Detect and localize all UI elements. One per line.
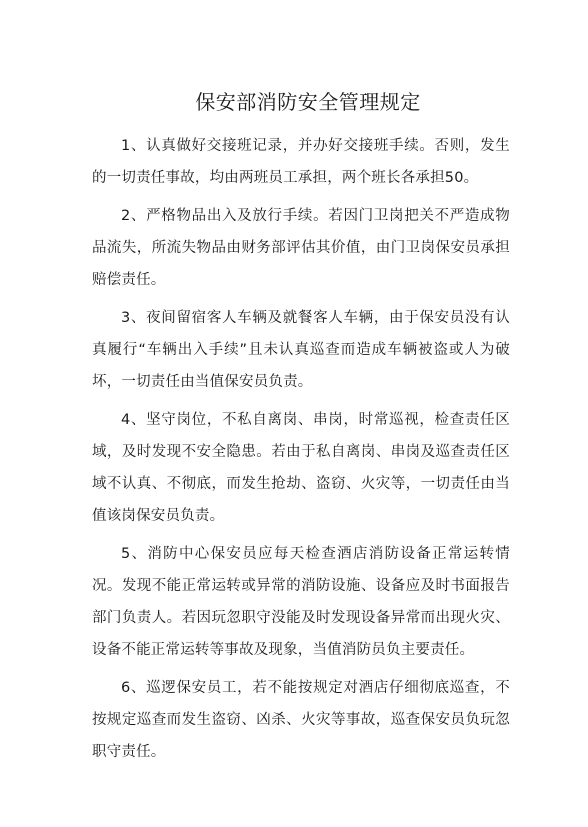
clause-2: 2、严格物品出入及放行手续。若因门卫岗把关不严造成物品流失，所流失物品由财务部评估其价值，由门卫岗保安员承担赔偿责任。	[92, 208, 510, 288]
document-title: 保安部消防安全管理规定	[195, 90, 421, 114]
clause-1: 1、认真做好交接班记录，并办好交接班手续。否则，发生的一切责任事故，均由两班员工承担，两个班长各承担50。	[92, 138, 510, 186]
clause-4: 4、坚守岗位，不私自离岗、串岗，时常巡视，检查责任区域，及时发现不安全隐患。若由于私自离岗、串岗及巡查责任区域不认真、不彻底，而发生抢劫、盗窃、火灾等，一切责任由当值该岗保安员负责。	[92, 412, 510, 524]
clause-3: 3、夜间留宿客人车辆及就餐客人车辆，由于保安员没有认真履行“车辆出入手续”且未认真巡查而造成车辆被盗或人为破坏，一切责任由当值保安员负责。	[92, 310, 510, 390]
clause-5: 5、消防中心保安员应每天检查酒店消防设备正常运转情况。发现不能正常运转或异常的消防设施、设备应及时书面报告部门负责人。若因玩忽职守没能及时发现设备异常而出现火灾、设备不能正常运转等事故及现象，当值消防员负主要责任。	[92, 546, 510, 658]
clause-6: 6、巡逻保安员工，若不能按规定对酒店仔细彻底巡查，不按规定巡查而发生盗窃、凶杀、火灾等事故，巡查保安员负玩忽职守责任。	[92, 680, 510, 760]
